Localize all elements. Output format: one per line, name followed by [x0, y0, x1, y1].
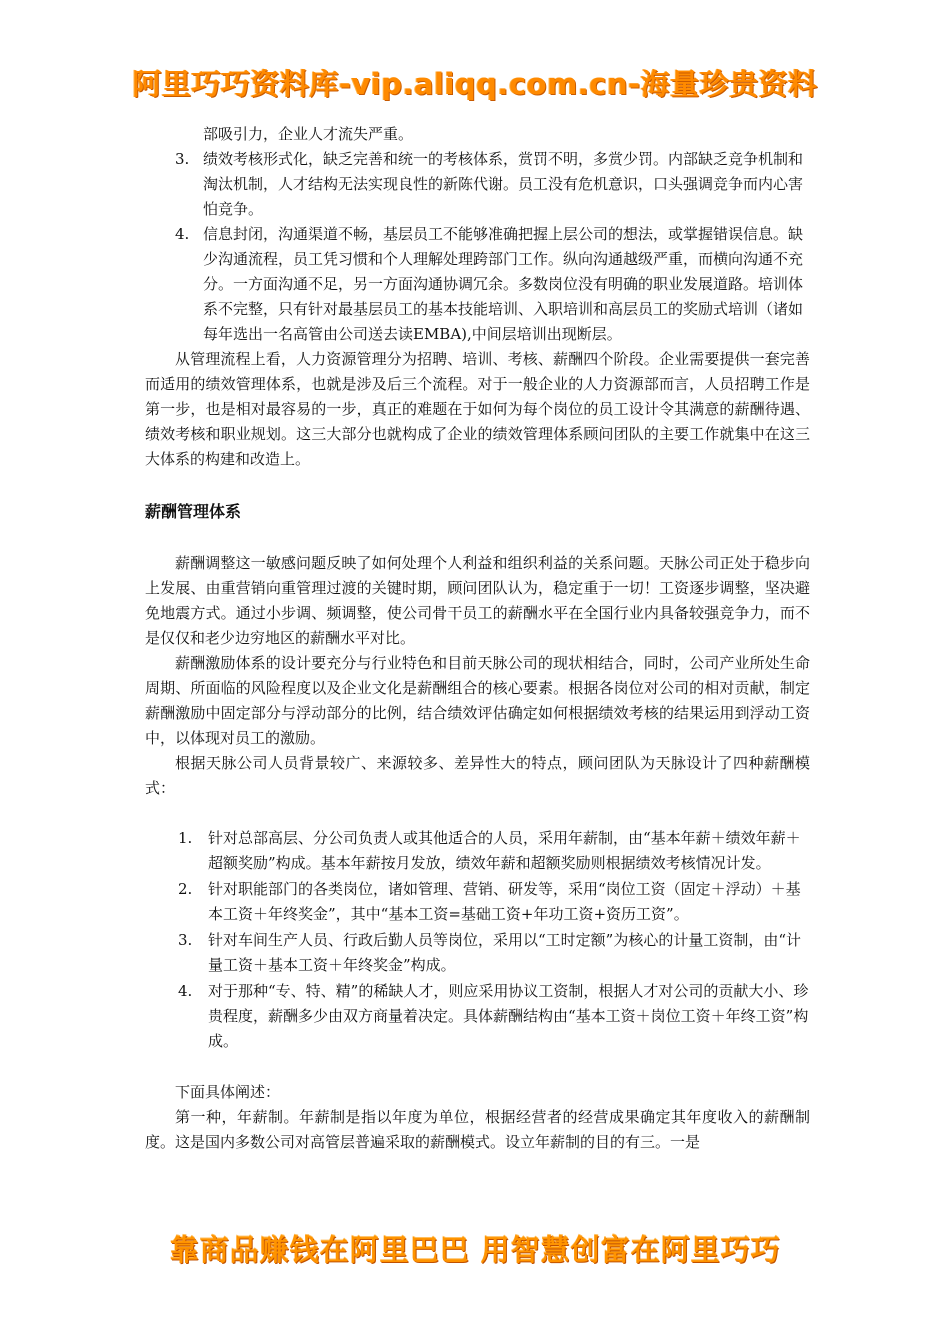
list-number: 1. [178, 829, 193, 847]
list-text: 绩效考核形式化，缺乏完善和统一的考核体系，赏罚不明，多赏少罚。内部缺乏竞争机制和淘汰机制，人才结构无法实现良性的新陈代谢。员工没有危机意识，口头强调竞争而内心害怕竞争。 [203, 150, 804, 218]
footer-banner: 靠商品赚钱在阿里巴巴 用智慧创富在阿里巧巧 [169, 1233, 781, 1267]
list-item [145, 877, 810, 927]
list-number: 4. [178, 982, 193, 1000]
mode-list [145, 826, 810, 1054]
list-text: 对于那种“专、特、精”的稀缺人才，则应采用协议工资制，根据人才对公司的贡献大小、珍贵程度，薪酬多少由双方商量着决定。具体薪酬结构由“基本工资＋岗位工资＋年终工资”构成。 [208, 982, 809, 1050]
list-item [145, 147, 810, 222]
paragraph-adjust: 薪酬调整这一敏感问题反映了如何处理个人利益和组织利益的关系问题。天脉公司正处于稳步向上发展、由重营销向重管理过渡的关键时期，顾问团队认为，稳定重于一切！工资逐步调整，坚决避免地震方式。通过小步调、频调整，使公司骨干员工的薪酬水平在全国行业内具备较强竞争力，而不是仅仅和老少边穷地区的薪酬水平对比。 [145, 554, 810, 647]
list-text: 信息封闭，沟通渠道不畅，基层员工不能够准确把握上层公司的想法，或掌握错误信息。缺少沟通流程，员工凭习惯和个人理解处理跨部门工作。纵向沟通越级严重，而横向沟通不充分。一方面沟通不足，另一方面沟通协调冗余。多数岗位没有明确的职业发展道路。培训体系不完整，只有针对最基层员工的基本技能培训、入职培训和高层员工的奖励式培训（诸如每年选出一名高管由公司送去读EMBA),中间层培训出现断层。 [203, 225, 804, 343]
list-text: 针对车间生产人员、行政后勤人员等岗位，采用以“工时定额”为核心的计量工资制，由“计量工资＋基本工资＋年终奖金”构成。 [208, 931, 802, 974]
continuation-text: 部吸引力，企业人才流失严重。 [203, 125, 414, 143]
list-item [145, 222, 810, 347]
paragraph-incentive: 薪酬激励体系的设计要充分与行业特色和目前天脉公司的现状相结合，同时，公司产业所处生命周期、所面临的风险程度以及企业文化是薪酬组合的核心要素。根据各岗位对公司的相对贡献，制定薪酬激励中固定部分与浮动部分的比例，结合绩效评估确定如何根据绩效考核的结果运用到浮动工资中，以体现对员工的激励。 [145, 654, 810, 747]
problem-list [145, 147, 810, 347]
list-item [145, 979, 810, 1054]
list-number: 4. [175, 225, 190, 243]
list-number: 3. [178, 931, 193, 949]
section-heading: 薪酬管理体系 [145, 502, 242, 521]
paragraph-process: 从管理流程上看，人力资源管理分为招聘、培训、考核、薪酬四个阶段。企业需要提供一套完善而适用的绩效管理体系，也就是涉及后三个流程。对于一般企业的人力资源部而言，人员招聘工作是第一步，也是相对最容易的一步，真正的难题在于如何为每个岗位的员工设计令其满意的薪酬待遇、绩效考核和职业规划。这三大部分也就构成了企业的绩效管理体系顾问团队的主要工作就集中在这三大体系的构建和改造上。 [145, 350, 810, 468]
paragraph-modes: 根据天脉公司人员背景较广、来源较多、差异性大的特点，顾问团队为天脉设计了四种薪酬模式： [145, 754, 810, 797]
list-item [145, 826, 810, 876]
document-body [145, 122, 810, 1155]
header-banner: 阿里巧巧资料库-vip.aliqq.com.cn-海量珍贵资料 [132, 67, 818, 101]
list-text: 针对职能部门的各类岗位，诸如管理、营销、研发等，采用“岗位工资（固定＋浮动）＋基本工资＋年终奖金”，其中“基本工资=基础工资+年功工资+资历工资”。 [208, 880, 801, 923]
list-text: 针对总部高层、分公司负责人或其他适合的人员，采用年薪制，由“基本年薪＋绩效年薪＋超额奖励”构成。基本年薪按月发放，绩效年薪和超额奖励则根据绩效考核情况计发。 [208, 829, 801, 872]
list-number: 3. [175, 150, 190, 168]
paragraph-first-type: 第一种，年薪制。年薪制是指以年度为单位，根据经营者的经营成果确定其年度收入的薪酬制度。这是国内多数公司对高管层普遍采取的薪酬模式。设立年薪制的目的有三。一是 [145, 1108, 810, 1151]
list-number: 2. [178, 880, 193, 898]
paragraph-below: 下面具体阐述： [175, 1083, 281, 1101]
list-item [145, 928, 810, 978]
